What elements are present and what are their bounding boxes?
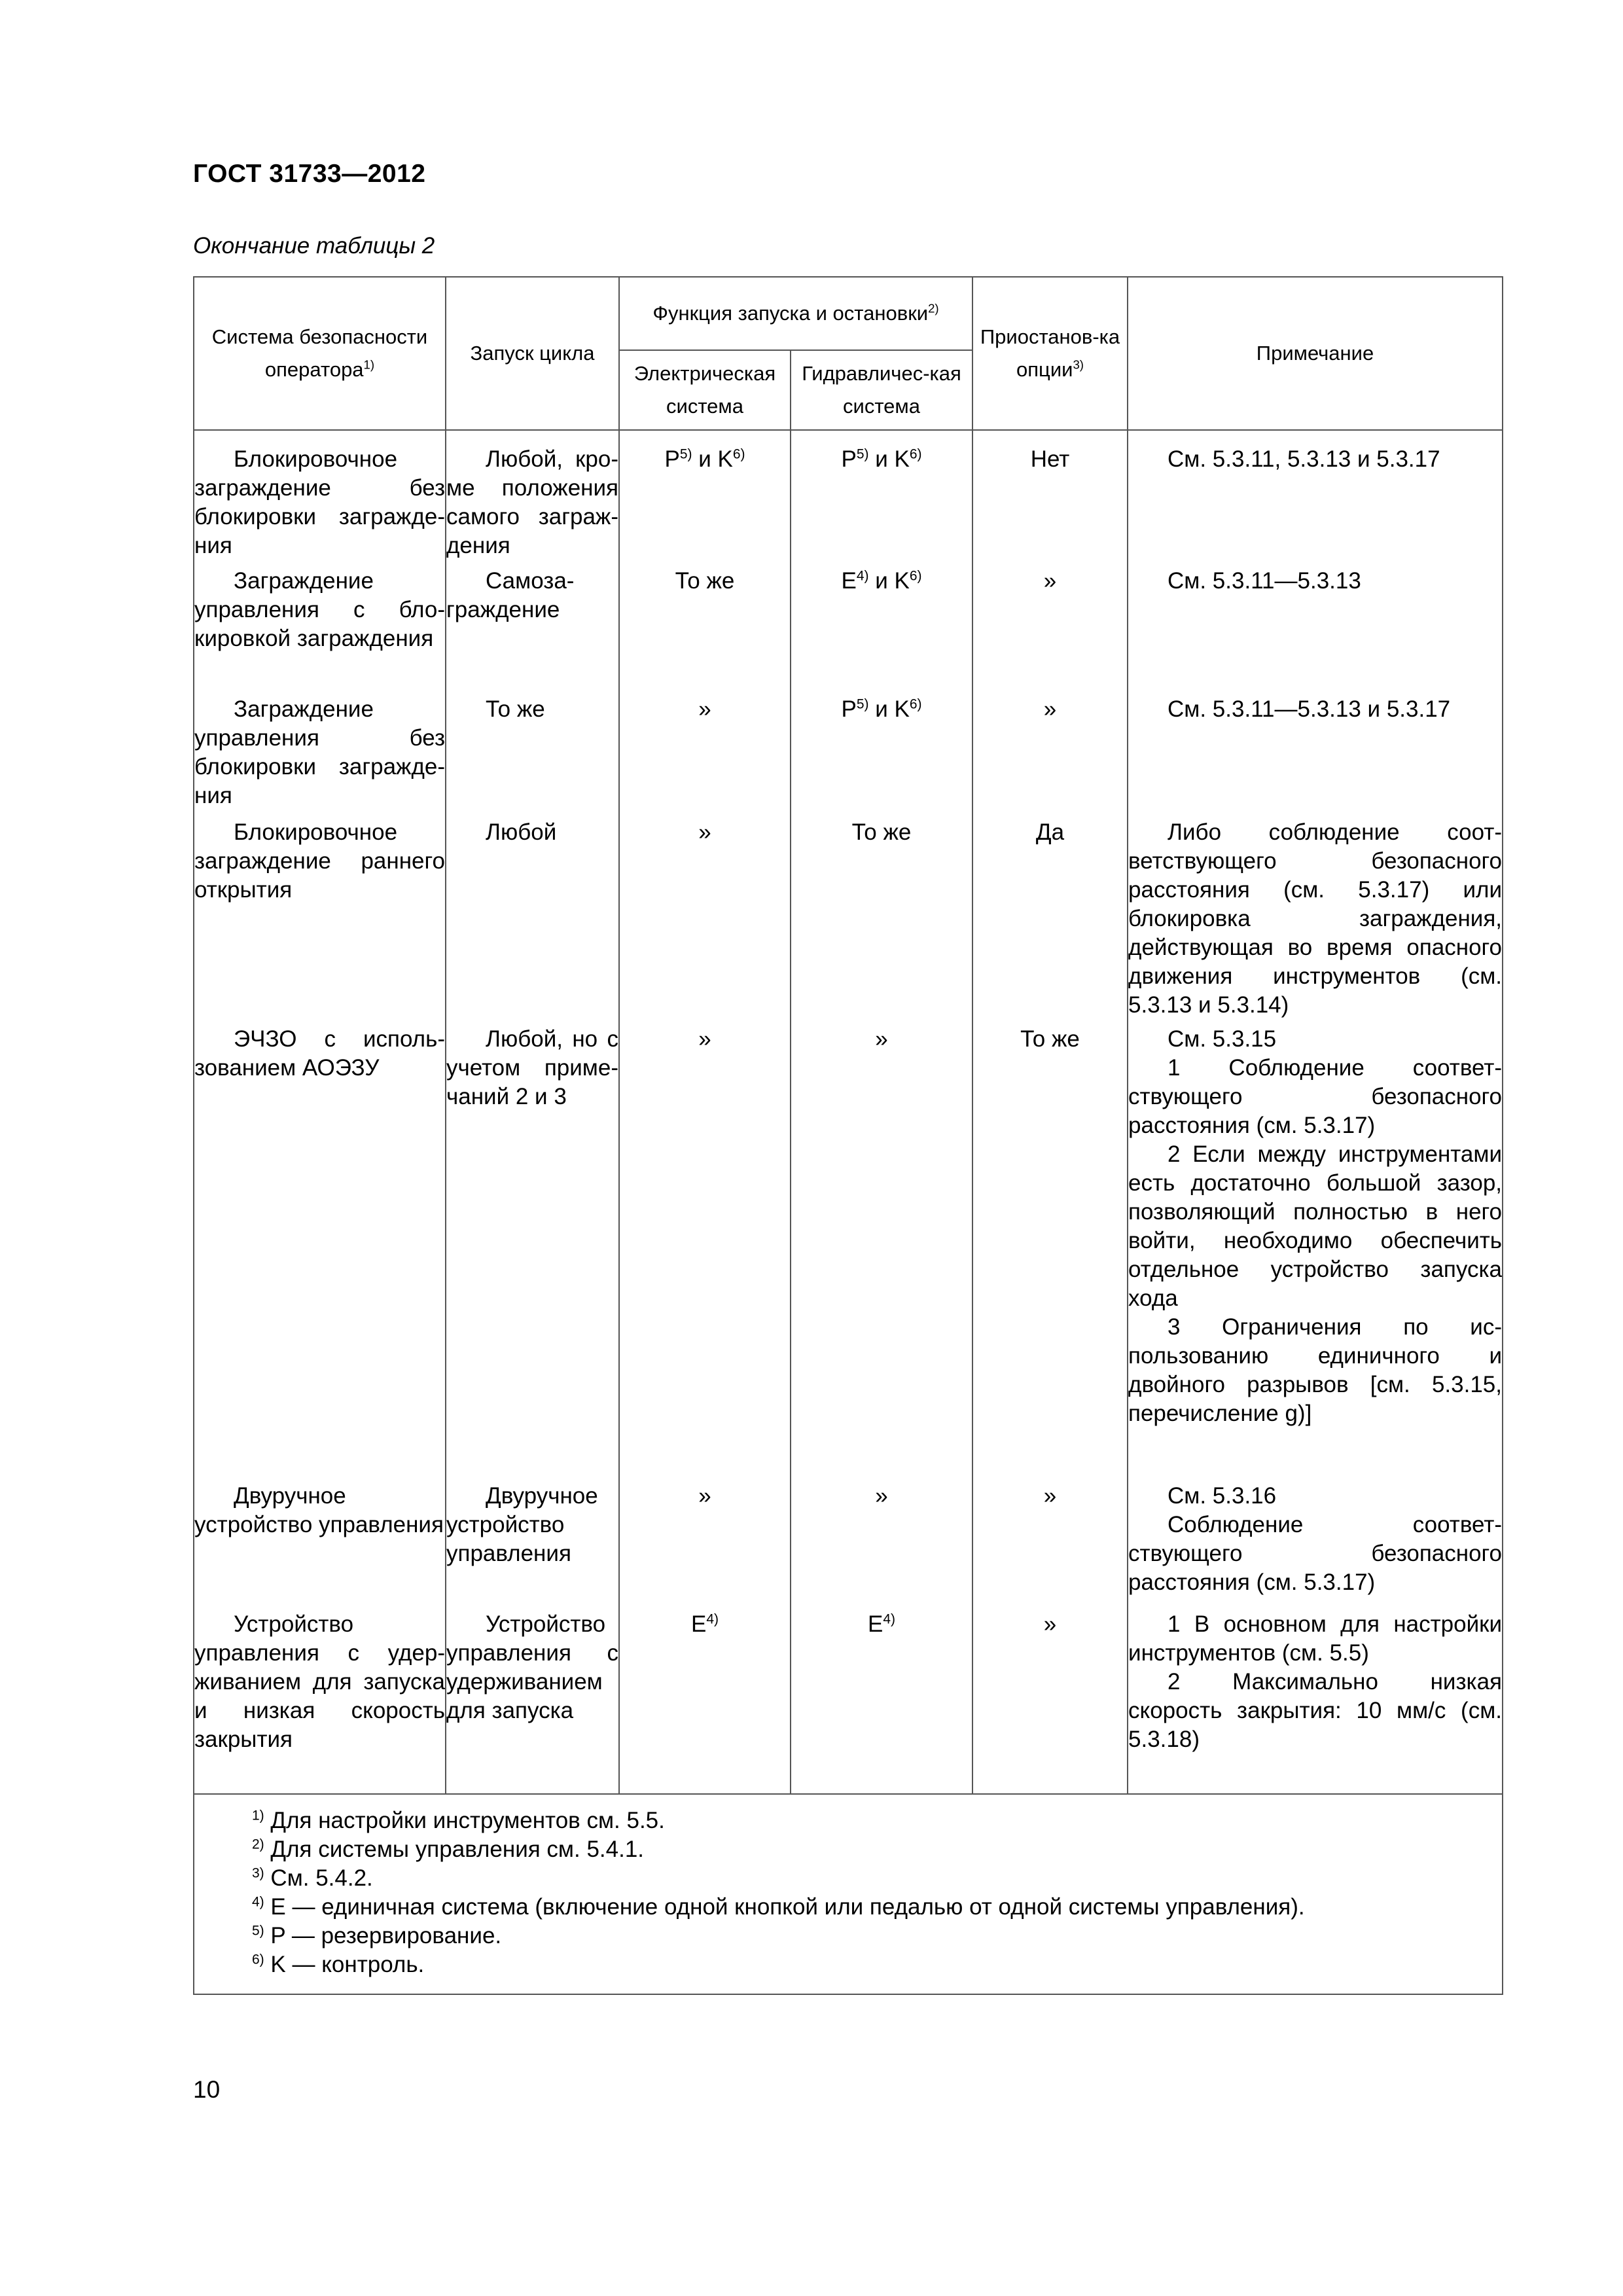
- table-row: [194, 560, 1503, 689]
- header-note: Примечание: [1128, 277, 1503, 430]
- footnote: $^{6)}$ K — контроль.: [252, 1952, 425, 1977]
- table-row: [194, 813, 1503, 1021]
- footnotes-row: [194, 1794, 1503, 1994]
- page-number: 10: [193, 2076, 221, 2103]
- cell-suspend: Нет: [972, 430, 1128, 560]
- cell-electric: »: [619, 813, 791, 1021]
- cell-hydraulic: $E^{4)}$: [791, 1601, 972, 1794]
- footnote: $^{4)}$ E — единичная система (включение одной кнопкой или педалью от одной системы управления).: [252, 1894, 1305, 1920]
- cell-note: 1 В основном для настройки инструментов (см. 5.5) 2 Максимально низкая скорость закрытия: 10 мм/с (см. 5.3.18): [1128, 1601, 1503, 1794]
- cell-cycle: Любой, но с учетом примечаний 2 и 3: [446, 1021, 619, 1477]
- cell-system: Устройство управления с удерживанием для запуска и низкая скорость закрытия: [194, 1601, 446, 1794]
- table-row: [194, 689, 1503, 813]
- cell-note: См. 5.3.15 1 Соблюдение соответствующего безопасного расстояния (см. 5.3.17) 2 Если между инструментами есть достаточно большой зазор, позволяющий полностью в него войти, необходимо обеспечить отдельное устройство запуска хода 3 Ограничения по использованию единичного и двойного разрывов [см. 5.3.15, перечисление g)]: [1128, 1021, 1503, 1477]
- footnote: $^{5)}$ P — резервирование.: [252, 1923, 502, 1948]
- cell-electric: »: [619, 1477, 791, 1601]
- cell-cycle: Устройство управления с удерживанием для запуска: [446, 1601, 619, 1794]
- table-row: [194, 1477, 1503, 1601]
- cell-electric: То же: [619, 560, 791, 689]
- cell-suspend: »: [972, 689, 1128, 813]
- cell-system: Блокировочное заграждение раннего открытия: [194, 813, 446, 1021]
- table-footnotes: [194, 1794, 1503, 1994]
- cell-hydraulic: »: [791, 1021, 972, 1477]
- header-suspend: Приостанов-ка опции$^{3)}$: [972, 277, 1128, 430]
- cell-note: См. 5.3.11—5.3.13: [1128, 560, 1503, 689]
- cell-suspend: »: [972, 1601, 1128, 1794]
- header-cycle: Запуск цикла: [446, 277, 619, 430]
- table-row: [194, 430, 1503, 560]
- document-header: ГОСТ 31733—2012: [193, 160, 426, 188]
- cell-system: Блокировочное заграждение без блокировки заграждения: [194, 430, 446, 560]
- cell-electric: »: [619, 1021, 791, 1477]
- cell-electric: »: [619, 689, 791, 813]
- footnote: $^{3)}$ См. 5.4.2.: [252, 1865, 373, 1891]
- cell-cycle: Самозаграждение: [446, 560, 619, 689]
- safety-systems-table: [193, 276, 1503, 1995]
- cell-note: См. 5.3.11, 5.3.13 и 5.3.17: [1128, 430, 1503, 560]
- header-hydraulic: Гидравличес-кая система: [791, 350, 972, 430]
- cell-note: См. 5.3.11—5.3.13 и 5.3.17: [1128, 689, 1503, 813]
- footnote: $^{2)}$ Для системы управления см. 5.4.1.: [252, 1837, 645, 1862]
- cell-system: ЭЧЗО с использованием АОЭЗУ: [194, 1021, 446, 1477]
- cell-cycle: То же: [446, 689, 619, 813]
- cell-hydraulic: То же: [791, 813, 972, 1021]
- cell-system: Заграждение управления с блокировкой заграждения: [194, 560, 446, 689]
- cell-hydraulic: $E^{4)}$ и $K^{6)}$: [791, 560, 972, 689]
- cell-suspend: То же: [972, 1021, 1128, 1477]
- header-function: Функция запуска и остановки$^{2)}$: [619, 277, 972, 350]
- footnote: $^{1)}$ Для настройки инструментов см. 5.5.: [252, 1808, 665, 1833]
- cell-cycle: Любой: [446, 813, 619, 1021]
- header-electric: Электрическая система: [619, 350, 791, 430]
- cell-electric: $E^{4)}$: [619, 1601, 791, 1794]
- cell-hydraulic: $P^{5)}$ и $K^{6)}$: [791, 689, 972, 813]
- cell-suspend: »: [972, 560, 1128, 689]
- cell-system: Заграждение управления без блокировки заграждения: [194, 689, 446, 813]
- table-row: [194, 1021, 1503, 1477]
- header-system: Система безопасности оператора$^{1)}$: [194, 277, 446, 430]
- cell-hydraulic: »: [791, 1477, 972, 1601]
- cell-suspend: Да: [972, 813, 1128, 1021]
- cell-cycle: Любой, кроме положения самого заграждения: [446, 430, 619, 560]
- cell-note: См. 5.3.16 Соблюдение соответствующего безопасного расстояния (см. 5.3.17): [1128, 1477, 1503, 1601]
- cell-system: Двуручное устройство управления: [194, 1477, 446, 1601]
- cell-electric: $P^{5)}$ и $K^{6)}$: [619, 430, 791, 560]
- cell-note: Либо соблюдение соответствующего безопасного расстояния (см. 5.3.17) или блокировка заграждения, действующая во время опасного движения инструментов (см. 5.3.13 и 5.3.14): [1128, 813, 1503, 1021]
- cell-hydraulic: $P^{5)}$ и $K^{6)}$: [791, 430, 972, 560]
- cell-cycle: Двуручное устройство управления: [446, 1477, 619, 1601]
- table-caption: Окончание таблицы 2: [193, 233, 435, 259]
- table-row: [194, 1601, 1503, 1794]
- cell-suspend: »: [972, 1477, 1128, 1601]
